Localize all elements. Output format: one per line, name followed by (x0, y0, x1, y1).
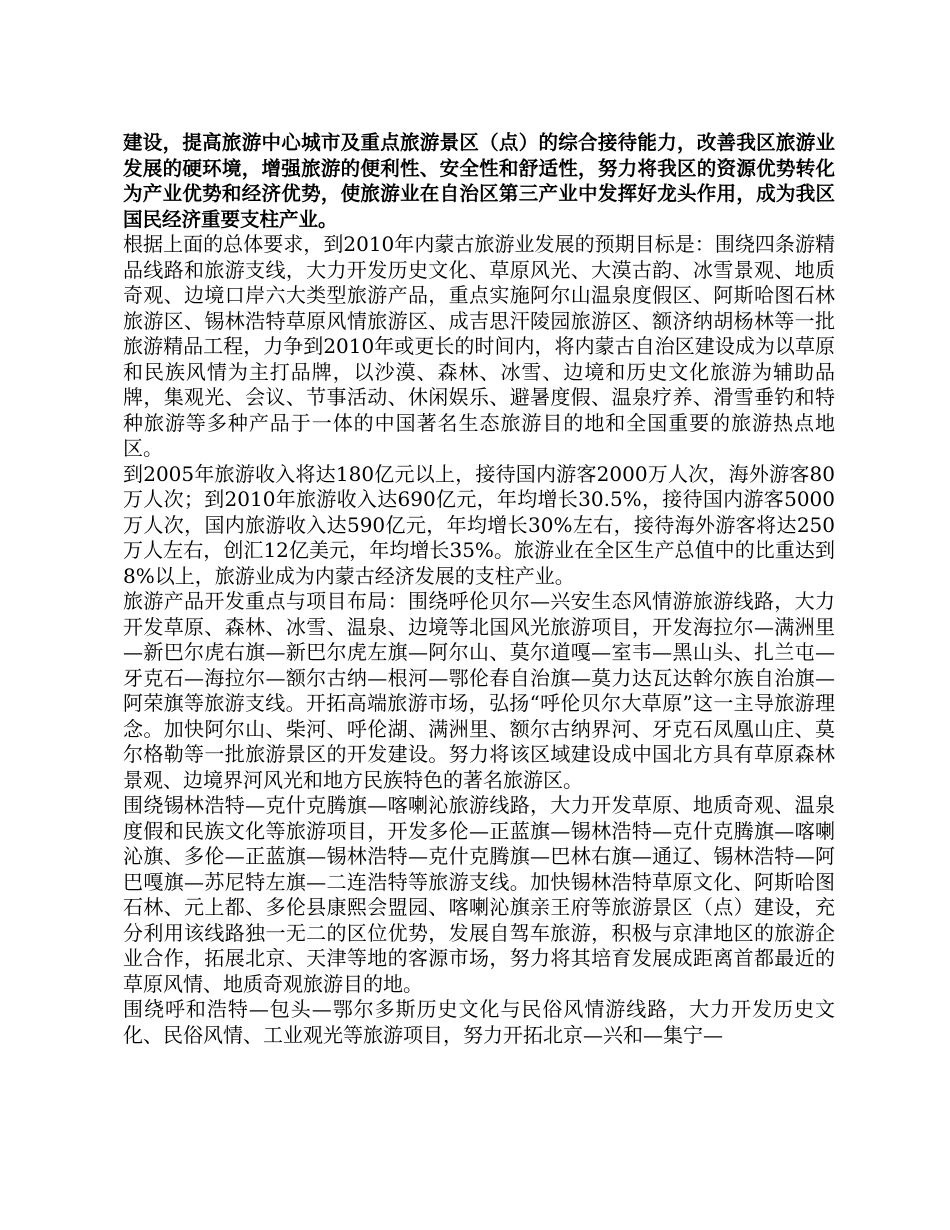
paragraph-hulunbuir-route: 旅游产品开发重点与项目布局：围绕呼伦贝尔—兴安生态风情游旅游线路，大力开发草原、森林、冰雪、温泉、边境等北国风光旅游项目，开发海拉尔—满洲里—新巴尔虎右旗—新巴尔虎左旗—阿尔山、莫尔道嘎—室韦—黑山头、扎兰屯—牙克石—海拉尔—额尔古纳—根河—鄂伦春自治旗—莫力达瓦达斡尔族自治旗—阿荣旗等旅游支线。开拓高端旅游市场，弘扬“呼伦贝尔大草原”这一主导旅游理念。加快阿尔山、柴河、呼伦湖、满洲里、额尔古纳界河、牙克石凤凰山庄、莫尔格勒等一批旅游景区的开发建设。努力将该区域建设成中国北方具有草原森林景观、边境界河风光和地方民族特色的著名旅游区。 (123, 589, 835, 792)
paragraph-revenue-targets: 到2005年旅游收入将达180亿元以上，接待国内游客2000万人次，海外游客80万人次；到2010年旅游收入达690亿元，年均增长30.5%，接待国内游客5000万人次，国内旅游收入达590亿元，年均增长30%左右，接待海外游客将达250万人左右，创汇12亿美元，年均增长35%。旅游业在全区生产总值中的比重达到8%以上，旅游业成为内蒙古经济发展的支柱产业。 (123, 461, 835, 588)
paragraph-development-targets: 根据上面的总体要求，到2010年内蒙古旅游业发展的预期目标是：围绕四条游精品线路和旅游支线，大力开发历史文化、草原风光、大漠古韵、冰雪景观、地质奇观、边境口岸六大类型旅游产品，重点实施阿尔山温泉度假区、阿斯哈图石林旅游区、锡林浩特草原风情旅游区、成吉思汗陵园旅游区、额济纳胡杨林等一批旅游精品工程，力争到2010年或更长的时间内，将内蒙古自治区建设成为以草原和民族风情为主打品牌，以沙漠、森林、冰雪、边境和历史文化旅游为辅助品牌，集观光、会议、节事活动、休闲娱乐、避暑度假、温泉疗养、滑雪垂钓和特种旅游等多种产品于一体的中国著名生态旅游目的地和全国重要的旅游热点地区。 (123, 232, 835, 460)
paragraph-hohhot-route: 围绕呼和浩特—包头—鄂尔多斯历史文化与民俗风情游线路，大力开发历史文化、民俗风情、工业观光等旅游项目，努力开拓北京—兴和—集宁— (123, 997, 835, 1047)
paragraph-goals-summary: 建设，提高旅游中心城市及重点旅游景区（点）的综合接待能力，改善我区旅游业发展的硬环境，增强旅游的便利性、安全性和舒适性，努力将我区的资源优势转化为产业优势和经济优势，使旅游业在自治区第三产业中发挥好龙头作用，成为我区国民经济重要支柱产业。 (123, 131, 835, 231)
paragraph-xilinhot-route: 围绕锡林浩特—克什克腾旗—喀喇沁旅游线路，大力开发草原、地质奇观、温泉度假和民族文化等旅游项目，开发多伦—正蓝旗—锡林浩特—克什克腾旗—喀喇沁旗、多伦—正蓝旗—锡林浩特—克什克腾旗—巴林右旗—通辽、锡林浩特—阿巴嘎旗—苏尼特左旗—二连浩特等旅游支线。加快锡林浩特草原文化、阿斯哈图石林、元上都、多伦县康熙会盟园、喀喇沁旗亲王府等旅游景区（点）建设，充分利用该线路独一无二的区位优势，发展自驾车旅游，积极与京津地区的旅游企业合作，拓展北京、天津等地的客源市场，努力将其培育发展成距离首都最近的草原风情、地质奇观旅游目的地。 (123, 793, 835, 996)
document-page (123, 130, 835, 1048)
